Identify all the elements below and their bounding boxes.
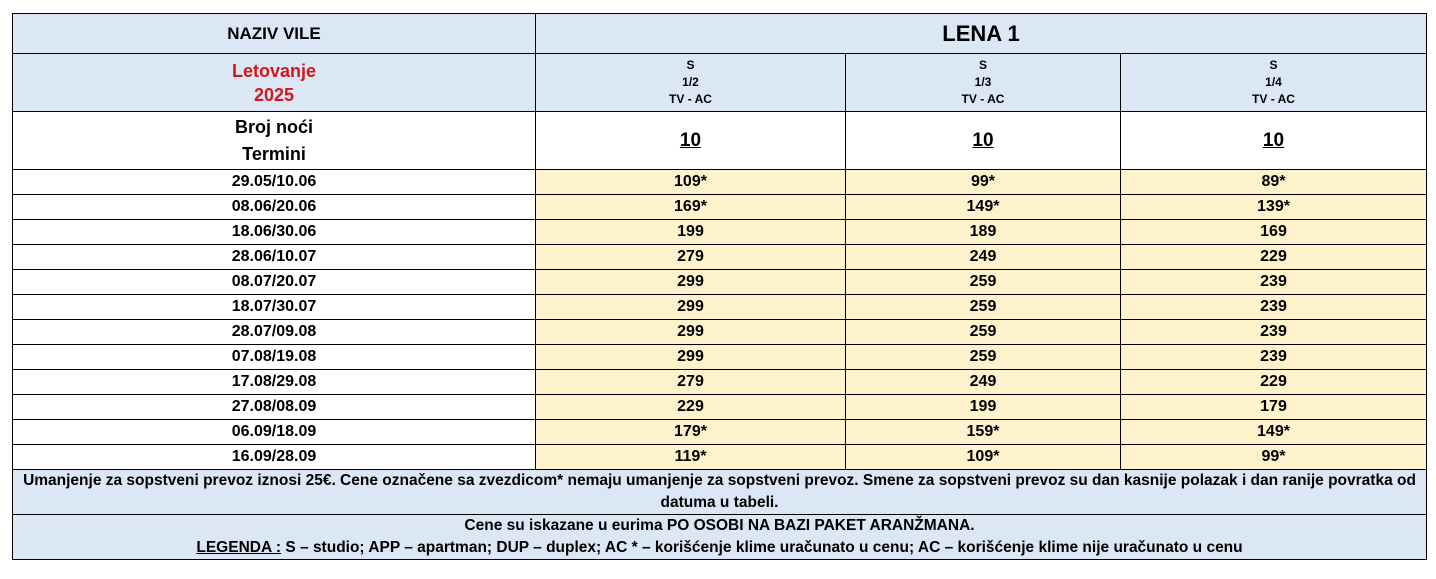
nights-value: 10 bbox=[1121, 112, 1427, 170]
price-cell: 109* bbox=[536, 170, 846, 195]
legend-text: S – studio; APP – apartman; DUP – duplex; AC * – korišćenje klime uračunato u cenu; AC – korišćenje klime nije uračunato u cenu bbox=[281, 539, 1243, 556]
table-row bbox=[13, 170, 1427, 195]
price-cell: 249 bbox=[846, 370, 1121, 395]
price-cell: 99* bbox=[846, 170, 1121, 195]
term-cell: 16.09/28.09 bbox=[13, 445, 536, 470]
term-cell: 29.05/10.06 bbox=[13, 170, 536, 195]
price-cell: 199 bbox=[846, 395, 1121, 420]
price-cell: 229 bbox=[536, 395, 846, 420]
table-row bbox=[13, 245, 1427, 270]
price-cell: 89* bbox=[1121, 170, 1427, 195]
price-cell: 179* bbox=[536, 420, 846, 445]
villa-label: NAZIV VILE bbox=[13, 14, 536, 54]
price-cell: 229 bbox=[1121, 370, 1427, 395]
price-cell: 259 bbox=[846, 320, 1121, 345]
table-row bbox=[13, 295, 1427, 320]
legend-row bbox=[13, 515, 1427, 560]
terms-label-text: Termini bbox=[242, 143, 306, 164]
price-cell: 299 bbox=[536, 270, 846, 295]
price-cell: 169 bbox=[1121, 220, 1427, 245]
price-cell: 279 bbox=[536, 245, 846, 270]
room-amenities: TV - AC bbox=[1252, 92, 1295, 106]
term-cell: 18.07/30.07 bbox=[13, 295, 536, 320]
term-cell: 06.09/18.09 bbox=[13, 420, 536, 445]
price-cell: 259 bbox=[846, 270, 1121, 295]
price-cell: 229 bbox=[1121, 245, 1427, 270]
room-occupancy: 1/4 bbox=[1265, 75, 1282, 89]
nights-label bbox=[13, 112, 536, 170]
nights-value: 10 bbox=[846, 112, 1121, 170]
term-cell: 18.06/30.06 bbox=[13, 220, 536, 245]
room-amenities: TV - AC bbox=[669, 92, 712, 106]
price-cell: 279 bbox=[536, 370, 846, 395]
season-year: 2025 bbox=[253, 84, 295, 105]
table-row bbox=[13, 420, 1427, 445]
price-list bbox=[12, 13, 1426, 560]
price-cell: 139* bbox=[1121, 195, 1427, 220]
price-table bbox=[12, 13, 1427, 560]
table-row bbox=[13, 445, 1427, 470]
price-cell: 299 bbox=[536, 320, 846, 345]
price-cell: 149* bbox=[1121, 420, 1427, 445]
nights-value: 10 bbox=[536, 112, 846, 170]
table-row bbox=[13, 320, 1427, 345]
price-cell: 299 bbox=[536, 295, 846, 320]
term-cell: 17.08/29.08 bbox=[13, 370, 536, 395]
term-cell: 08.06/20.06 bbox=[13, 195, 536, 220]
transport-note: Umanjenje za sopstveni prevoz iznosi 25€. Cene označene sa zvezdicom* nemaju umanjenje za sopstveni prevoz. Smene za sopstveni prevoz su dan kasnije polazak i dan ranije povratka od datuma u tabeli. bbox=[13, 470, 1427, 515]
season-name: Letovanje bbox=[231, 60, 317, 81]
prices-basis-note: Cene su iskazane u eurima PO OSOBI NA BAZI PAKET ARANŽMANA. bbox=[464, 517, 975, 534]
season-label bbox=[13, 54, 536, 112]
table-row bbox=[13, 395, 1427, 420]
price-cell: 159* bbox=[846, 420, 1121, 445]
price-cell: 299 bbox=[536, 345, 846, 370]
price-cell: 259 bbox=[846, 295, 1121, 320]
price-cell: 189 bbox=[846, 220, 1121, 245]
term-cell: 27.08/08.09 bbox=[13, 395, 536, 420]
nights-label-text: Broj noći bbox=[234, 116, 313, 137]
legend-line bbox=[13, 537, 1426, 559]
price-cell: 179 bbox=[1121, 395, 1427, 420]
room-amenities: TV - AC bbox=[961, 92, 1005, 106]
term-cell: 08.07/20.07 bbox=[13, 270, 536, 295]
price-cell: 169* bbox=[536, 195, 846, 220]
term-cell: 07.08/19.08 bbox=[13, 345, 536, 370]
price-cell: 149* bbox=[846, 195, 1121, 220]
table-row bbox=[13, 370, 1427, 395]
price-cell: 239 bbox=[1121, 270, 1427, 295]
room-type: S bbox=[978, 58, 987, 72]
price-cell: 239 bbox=[1121, 320, 1427, 345]
villa-name: LENA 1 bbox=[536, 14, 1427, 54]
transport-note-row bbox=[13, 470, 1427, 515]
price-cell: 119* bbox=[536, 445, 846, 470]
term-cell: 28.06/10.07 bbox=[13, 245, 536, 270]
table-row bbox=[13, 345, 1427, 370]
table-row bbox=[13, 195, 1427, 220]
price-cell: 249 bbox=[846, 245, 1121, 270]
term-cell: 28.07/09.08 bbox=[13, 320, 536, 345]
table-row bbox=[13, 270, 1427, 295]
table-row bbox=[13, 220, 1427, 245]
room-type-row bbox=[13, 54, 1427, 112]
price-cell: 239 bbox=[1121, 295, 1427, 320]
room-type: S bbox=[686, 58, 695, 72]
room-type: S bbox=[1269, 58, 1278, 72]
price-cell: 109* bbox=[846, 445, 1121, 470]
legend-label: LEGENDA : bbox=[196, 539, 282, 556]
room-column-header bbox=[1121, 54, 1427, 112]
room-occupancy: 1/2 bbox=[682, 75, 699, 89]
price-cell: 239 bbox=[1121, 345, 1427, 370]
nights-row bbox=[13, 112, 1427, 170]
price-cell: 199 bbox=[536, 220, 846, 245]
room-column-header bbox=[536, 54, 846, 112]
price-cell: 99* bbox=[1121, 445, 1427, 470]
room-column-header bbox=[846, 54, 1121, 112]
price-cell: 259 bbox=[846, 345, 1121, 370]
room-occupancy: 1/3 bbox=[974, 75, 992, 89]
title-row bbox=[13, 14, 1427, 54]
legend-cell bbox=[13, 515, 1427, 560]
